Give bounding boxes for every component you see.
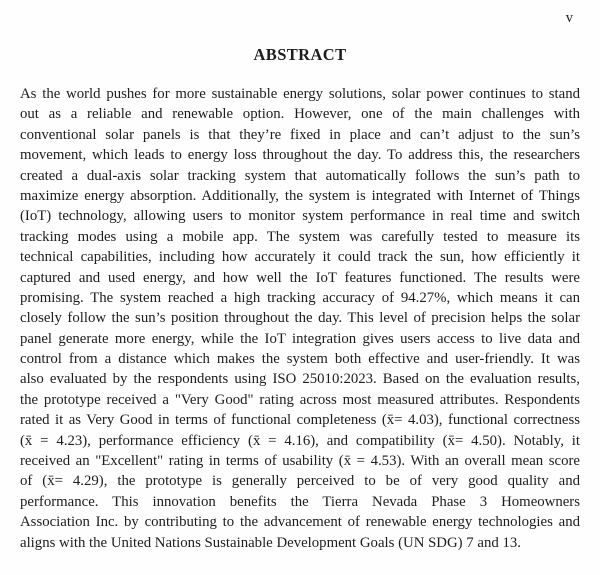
text-line: control from a distance which makes the system both effective and user-friendly. It was bbox=[20, 351, 580, 368]
page-number: v bbox=[565, 10, 573, 26]
text-line: rated it as Very Good in terms of functional completeness (x̄= 4.03), functional correctness bbox=[20, 412, 580, 429]
text-line: technical capabilities, including how accurately it could track the sun, how efficiently it bbox=[20, 249, 580, 266]
text-line: (x̄ = 4.23), performance efficiency (x̄ = 4.16), and compatibility (x̄= 4.50). Notably, it bbox=[20, 432, 580, 449]
text-line: movement, which leads to energy loss throughout the day. To address this, the researchers bbox=[20, 147, 580, 164]
text-line: also evaluated by the respondents using ISO 25010:2023. Based on the evaluation results, bbox=[20, 371, 580, 388]
abstract-paragraph bbox=[20, 84, 580, 553]
text-line: received an "Excellent" rating in terms of usability (x̄ = 4.53). With an overall mean score bbox=[20, 453, 580, 470]
text-line: maximize energy absorption. Additionally, the system is integrated with Internet of Things bbox=[20, 187, 580, 204]
text-line: captured and used energy, and how well the IoT features functioned. The results were bbox=[20, 269, 580, 286]
text-line: of (x̄= 4.29), the prototype is generally perceived to be of very good quality and bbox=[20, 473, 580, 490]
text-line: As the world pushes for more sustainable energy solutions, solar power continues to stand bbox=[20, 86, 580, 102]
text-line: created a dual-axis solar tracking system that automatically follows the sun’s path to bbox=[20, 167, 580, 184]
text-line: out as a reliable and renewable option. However, one of the main challenges with bbox=[20, 106, 580, 123]
text-line: (IoT) technology, allowing users to monitor system performance in real time and switch bbox=[20, 208, 580, 225]
abstract-heading: ABSTRACT bbox=[253, 45, 347, 64]
text-line: aligns with the United Nations Sustainable Development Goals (UN SDG) 7 and 13. bbox=[20, 534, 521, 551]
text-line: tracking modes using a mobile app. The system was carefully tested to measure its bbox=[20, 228, 580, 245]
text-line: conventional solar panels is that they’re fixed in place and can’t adjust to the sun’s bbox=[20, 126, 580, 143]
text-line: the prototype received a "Very Good" rating across most measured attributes. Respondents bbox=[20, 391, 580, 408]
text-line: closely follow the sun’s position throughout the day. This level of precision helps the solar bbox=[20, 310, 580, 327]
text-line: performance. This innovation benefits the Tierra Nevada Phase 3 Homeowners bbox=[20, 493, 580, 510]
text-line: panel generate more energy, while the IoT integration gives users access to live data and bbox=[20, 330, 580, 347]
text-line: promising. The system reached a high tracking accuracy of 94.27%, which means it can bbox=[20, 289, 580, 306]
text-line: Association Inc. by contributing to the advancement of renewable energy technologies and bbox=[20, 514, 580, 531]
